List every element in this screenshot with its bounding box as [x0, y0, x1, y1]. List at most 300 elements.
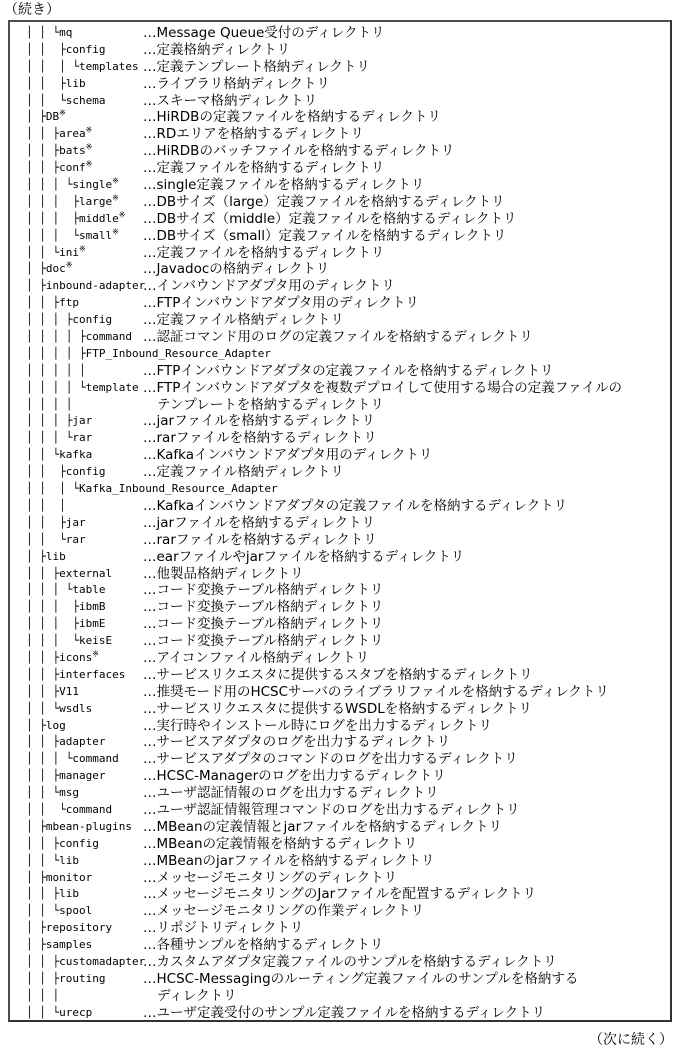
tree-row	[10, 582, 670, 599]
tree-branch-prefix: │ │ ├	[26, 566, 60, 580]
tree-branch-prefix: │ │ │ ├	[26, 194, 79, 208]
directory-name: config	[65, 42, 106, 56]
tree-branch-prefix: │ │ │ ├	[26, 414, 73, 428]
tree-branch-prefix: │ │ │ └	[26, 228, 79, 242]
tree-branch-prefix: │ ├	[26, 262, 46, 276]
tree-row	[10, 93, 670, 110]
footnote-marker: ※	[85, 159, 93, 169]
directory-description: …DBサイズ（large）定義ファイルを格納するディレクトリ	[143, 193, 505, 210]
directory-description: …メッセージモニタリングのJarファイルを配置するディレクトリ	[143, 886, 537, 903]
tree-branch-prefix: │ │ │ └	[26, 634, 79, 648]
tree-branch-prefix: │ ├	[26, 921, 46, 935]
tree-row	[10, 59, 670, 76]
directory-name: command	[72, 752, 119, 766]
tree-branch-prefix: │ ├	[26, 279, 46, 293]
directory-name: lib	[59, 887, 79, 901]
tree-branch-and-name	[26, 312, 112, 329]
tree-branch-and-name	[26, 886, 79, 903]
directory-name: mq	[59, 26, 73, 39]
tree-branch-and-name	[26, 177, 119, 194]
tree-row	[10, 312, 670, 329]
tree-branch-and-name	[26, 481, 278, 498]
tree-row	[10, 413, 670, 430]
tree-branch-and-name	[26, 160, 92, 177]
tree-branch-prefix: │ │ │ │ │	[26, 363, 86, 377]
tree-branch-prefix: │ │ │ │ └	[26, 380, 86, 394]
tree-row	[10, 802, 670, 819]
tree-branch-and-name	[26, 920, 112, 937]
directory-name: single※	[72, 176, 119, 192]
tree-branch-prefix: │ ├	[26, 819, 46, 833]
directory-name: command	[65, 802, 113, 816]
directory-description: …rarファイルを格納するディレクトリ	[143, 531, 377, 548]
tree-row	[10, 718, 670, 735]
tree-row	[10, 937, 670, 954]
directory-description: …RDエリアを格納するディレクトリ	[143, 126, 364, 143]
tree-branch-and-name	[26, 870, 92, 887]
tree-row	[10, 25, 670, 42]
directory-description: …MBeanのjarファイルを格納するディレクトリ	[143, 852, 435, 869]
directory-description: …認証コマンド用のログの定義ファイルを格納するディレクトリ	[143, 329, 533, 346]
tree-branch-and-name	[26, 498, 66, 515]
tree-row	[10, 988, 670, 1005]
tree-branch-prefix: │ │ ├	[26, 971, 60, 985]
tree-branch-and-name	[26, 819, 132, 836]
tree-row	[10, 616, 670, 633]
directory-description: …jarファイルを格納するディレクトリ	[143, 514, 375, 531]
tree-branch-and-name	[26, 430, 92, 447]
directory-description: …jarファイルを格納するディレクトリ	[143, 413, 375, 430]
directory-name: Kafka_Inbound_Resource_Adapter	[78, 482, 278, 496]
directory-name: middle※	[78, 210, 126, 225]
tree-row	[10, 886, 670, 903]
tree-branch-prefix: │ │ │ └	[26, 482, 79, 496]
tree-branch-prefix: │ │ └	[26, 853, 60, 867]
directory-description: …Message Queue受付のディレクトリ	[143, 25, 385, 41]
tree-branch-and-name	[26, 802, 112, 819]
tree-branch-prefix: │ │ ├	[26, 465, 66, 479]
footnote-marker: ※	[92, 649, 99, 659]
tree-row	[10, 515, 670, 532]
tree-row	[10, 278, 670, 295]
tree-row	[10, 261, 670, 278]
tree-row	[10, 430, 670, 447]
tree-branch-and-name	[26, 363, 86, 380]
tree-branch-prefix: │ │ │ ├	[26, 211, 79, 225]
tree-branch-prefix: │ ├	[26, 870, 46, 884]
tree-row	[10, 126, 670, 143]
tree-branch-prefix: │ ├	[26, 938, 46, 952]
directory-description: …ユーザ認証情報のログを出力するディレクトリ	[143, 785, 439, 802]
tree-row	[10, 599, 670, 616]
tree-branch-prefix: │ │ │ │	[26, 397, 73, 411]
tree-row	[10, 143, 670, 160]
tree-branch-prefix: │ │ ├	[26, 887, 60, 901]
tree-branch-and-name	[26, 785, 79, 802]
tree-branch-and-name	[26, 937, 92, 954]
tree-branch-and-name	[26, 59, 139, 76]
tree-branch-and-name	[26, 1005, 92, 1022]
directory-description: …定義ファイルを格納するディレクトリ	[143, 160, 385, 177]
directory-name: manager	[59, 769, 106, 783]
footnote-marker: ※	[85, 142, 93, 152]
directory-description: …Kafkaインバウンドアダプタの定義ファイルを格納するディレクトリ	[143, 497, 568, 514]
directory-name: schema	[65, 93, 106, 107]
tree-branch-prefix: │ │ └	[26, 448, 60, 462]
tree-branch-and-name	[26, 261, 72, 278]
directory-name: conf※	[59, 159, 93, 175]
tree-branch-prefix: │ │ │ └	[26, 752, 73, 766]
tree-branch-prefix: │ │ │ │ ├	[26, 330, 86, 344]
directory-description: …定義ファイル格納ディレクトリ	[143, 312, 344, 329]
directory-description: …ライブラリ格納ディレクトリ	[143, 75, 330, 92]
directory-description: …リポジトリディレクトリ	[143, 920, 304, 937]
tree-row	[10, 1005, 670, 1022]
footnote-marker: ※	[112, 227, 119, 237]
tree-branch-prefix: │ ├	[26, 549, 46, 563]
directory-description: …定義格納ディレクトリ	[143, 41, 291, 58]
tree-branch-prefix: │ │ └	[26, 532, 66, 546]
directory-description: …コード変換テーブル格納ディレクトリ	[143, 633, 384, 650]
tree-branch-and-name	[26, 599, 105, 616]
tree-row	[10, 768, 670, 785]
directory-name: customadapter	[59, 954, 146, 968]
tree-row	[10, 160, 670, 177]
tree-branch-prefix: │ │ └	[26, 904, 60, 918]
tree-row	[10, 498, 670, 515]
tree-branch-and-name	[26, 971, 105, 988]
tree-row	[10, 549, 670, 566]
continued-on-next-label: （次に続く）	[589, 1032, 673, 1048]
tree-row	[10, 836, 670, 853]
tree-branch-prefix: │ │ ├	[26, 769, 60, 783]
tree-branch-prefix: │ │ │	[26, 498, 66, 512]
directory-name: jar	[72, 414, 93, 428]
tree-branch-and-name	[26, 295, 79, 312]
tree-branch-and-name	[26, 397, 72, 414]
tree-row	[10, 971, 670, 988]
directory-name: lib	[45, 549, 66, 563]
tree-row	[10, 684, 670, 701]
tree-branch-and-name	[26, 903, 92, 920]
directory-name: config	[72, 313, 113, 327]
tree-branch-prefix: │ │ └	[26, 93, 66, 107]
directory-name: ibmB	[78, 600, 106, 614]
directory-description: …定義ファイルを格納するディレクトリ	[143, 244, 385, 261]
tree-branch-prefix: │ │ ├	[26, 296, 60, 310]
directory-description: …サービスリクエスタに提供するWSDLを格納するディレクトリ	[143, 700, 532, 717]
directory-name: keisE	[78, 634, 113, 648]
directory-name: doc※	[45, 260, 73, 276]
tree-row	[10, 903, 670, 920]
tree-branch-and-name	[26, 42, 106, 59]
directory-description: …single定義ファイルを格納するディレクトリ	[143, 177, 425, 194]
directory-description: …Javadocの格納ディレクトリ	[143, 261, 330, 278]
directory-name: small※	[78, 227, 119, 242]
directory-name: config	[59, 836, 99, 850]
tree-branch-and-name	[26, 194, 119, 211]
tree-row	[10, 566, 670, 583]
directory-description: …サービスアダプタのコマンドのログを出力するディレクトリ	[143, 751, 518, 768]
directory-description: …コード変換テーブル格納ディレクトリ	[143, 616, 384, 633]
directory-name: FTP_Inbound_Resource_Adapter	[85, 346, 272, 360]
directory-description: …HCSC-Managerのログを出力するディレクトリ	[143, 768, 446, 785]
directory-name: ftp	[59, 296, 79, 310]
tree-row	[10, 481, 670, 498]
directory-description: …FTPインバウンドアダプタを複数デプロイして使用する場合の定義ファイルの	[143, 379, 622, 396]
directory-description: …Kafkaインバウンドアダプタ用のディレクトリ	[143, 447, 433, 464]
tree-branch-and-name	[26, 346, 271, 363]
directory-name: ini※	[59, 243, 86, 259]
tree-branch-and-name	[26, 701, 92, 718]
tree-branch-and-name	[26, 211, 125, 228]
directory-description: …MBeanの定義情報を格納するディレクトリ	[143, 835, 418, 852]
directory-description: …インバウンドアダプタ用のディレクトリ	[143, 278, 395, 295]
tree-row	[10, 701, 670, 718]
tree-branch-and-name	[26, 278, 145, 295]
tree-row	[10, 447, 670, 464]
directory-description: …コード変換テーブル格納ディレクトリ	[143, 582, 384, 599]
tree-branch-and-name	[26, 93, 106, 110]
tree-branch-and-name	[26, 718, 66, 735]
tree-branch-and-name	[26, 228, 119, 245]
directory-name: urecp	[59, 1005, 93, 1019]
tree-branch-and-name	[26, 988, 59, 1005]
tree-row	[10, 751, 670, 768]
directory-name: kafka	[59, 448, 93, 462]
directory-name: mbean-plugins	[45, 819, 132, 833]
tree-branch-and-name	[26, 143, 92, 160]
directory-description: …実行時やインストール時にログを出力するディレクトリ	[143, 717, 492, 734]
tree-branch-prefix: │ │ │ └	[26, 59, 79, 73]
tree-branch-and-name	[26, 76, 86, 93]
directory-description: …アイコンファイル格納ディレクトリ	[143, 649, 370, 666]
directory-description: …スキーマ格納ディレクトリ	[143, 92, 318, 109]
directory-name: DB※	[45, 108, 66, 124]
directory-name: msg	[59, 786, 79, 800]
directory-name: command	[85, 330, 132, 344]
directory-name: monitor	[45, 870, 93, 884]
tree-branch-prefix: │ │ ├	[26, 684, 60, 698]
tree-branch-and-name	[26, 532, 86, 549]
directory-description: …earファイルやjarファイルを格納するディレクトリ	[143, 548, 465, 565]
tree-row	[10, 76, 670, 93]
tree-branch-and-name	[26, 751, 119, 768]
directory-description: テンプレートを格納するディレクトリ	[157, 396, 384, 413]
tree-branch-prefix: │ │ └	[26, 786, 60, 800]
tree-branch-and-name	[26, 109, 66, 126]
directory-description: …DBサイズ（small）定義ファイルを格納するディレクトリ	[143, 227, 507, 244]
tree-branch-prefix: │ │ ├	[26, 667, 60, 681]
tree-row	[10, 346, 670, 363]
tree-row	[10, 380, 670, 397]
footnote-marker: ※	[65, 260, 73, 270]
tree-branch-prefix: │ │ ├	[26, 515, 66, 529]
directory-description: …メッセージモニタリングのディレクトリ	[143, 869, 398, 886]
tree-branch-prefix: │ │ └	[26, 802, 66, 816]
footnote-marker: ※	[59, 108, 66, 118]
directory-description: …定義ファイル格納ディレクトリ	[143, 464, 344, 481]
directory-name: log	[45, 718, 66, 732]
continued-from-previous-label: （続き）	[4, 2, 60, 18]
tree-branch-prefix: │ │ └	[26, 26, 60, 39]
directory-description: …コード変換テーブル格納ディレクトリ	[143, 599, 384, 616]
directory-description: …他製品格納ディレクトリ	[143, 565, 304, 582]
tree-branch-prefix: │ │ │ ├	[26, 600, 79, 614]
directory-description: ディレクトリ	[157, 987, 237, 1004]
tree-branch-and-name	[26, 616, 105, 633]
footnote-marker: ※	[112, 193, 119, 203]
tree-branch-prefix: │ │ │ └	[26, 583, 73, 597]
directory-name: rar	[72, 431, 93, 445]
tree-branch-prefix: │ │ ├	[26, 650, 60, 664]
tree-row	[10, 329, 670, 346]
tree-branch-and-name	[26, 684, 79, 701]
tree-row	[10, 734, 670, 751]
tree-row	[10, 211, 670, 228]
tree-branch-and-name	[26, 413, 92, 430]
tree-branch-and-name	[26, 25, 72, 42]
directory-tree-panel	[8, 20, 672, 1022]
tree-branch-prefix: │ │ ├	[26, 836, 60, 850]
directory-name: routing	[59, 971, 106, 985]
directory-name: table	[72, 583, 106, 597]
directory-description: …FTPインバウンドアダプタ用のディレクトリ	[143, 295, 419, 312]
tree-branch-prefix: │ │ ├	[26, 42, 66, 56]
tree-branch-prefix: │ │ │	[26, 988, 60, 1002]
tree-branch-and-name	[26, 836, 99, 853]
directory-name: rar	[65, 532, 86, 546]
tree-branch-prefix: │ │ │ ├	[26, 617, 79, 631]
tree-row	[10, 228, 670, 245]
tree-branch-and-name	[26, 380, 139, 397]
directory-description: …メッセージモニタリングの作業ディレクトリ	[143, 903, 425, 920]
tree-branch-and-name	[26, 515, 86, 532]
directory-name: area※	[59, 125, 93, 141]
directory-name: inbound-adapter	[45, 279, 146, 293]
directory-description: …各種サンプルを格納するディレクトリ	[143, 937, 384, 954]
tree-row	[10, 853, 670, 870]
tree-branch-and-name	[26, 582, 105, 599]
tree-row	[10, 194, 670, 211]
tree-row	[10, 920, 670, 937]
directory-name: adapter	[59, 735, 106, 749]
directory-name: template	[85, 380, 139, 394]
tree-branch-and-name	[26, 549, 66, 566]
tree-row	[10, 650, 670, 667]
directory-description: …定義テンプレート格納ディレクトリ	[143, 58, 370, 75]
tree-branch-and-name	[26, 734, 105, 751]
tree-branch-and-name	[26, 768, 105, 785]
tree-branch-and-name	[26, 245, 86, 262]
tree-branch-prefix: │ │ │ │ ├	[26, 346, 86, 360]
tree-row	[10, 109, 670, 126]
tree-branch-and-name	[26, 329, 132, 346]
tree-row	[10, 667, 670, 684]
tree-row	[10, 819, 670, 836]
tree-row	[10, 785, 670, 802]
directory-name: templates	[78, 59, 139, 73]
tree-row	[10, 464, 670, 481]
footnote-marker: ※	[85, 125, 93, 135]
tree-branch-prefix: │ │ ├	[26, 76, 66, 90]
tree-branch-and-name	[26, 566, 112, 583]
directory-name: bats※	[59, 142, 93, 158]
tree-branch-prefix: │ │ ├	[26, 144, 60, 158]
directory-name: repository	[45, 921, 113, 935]
tree-branch-prefix: │ │ │ └	[26, 178, 73, 192]
directory-description: …ユーザ定義受付のサンプル定義ファイルを格納するディレクトリ	[143, 1004, 546, 1021]
tree-row	[10, 532, 670, 549]
tree-branch-prefix: │ ├	[26, 110, 46, 124]
tree-row	[10, 245, 670, 262]
tree-row	[10, 177, 670, 194]
tree-branch-prefix: │ │ ├	[26, 735, 60, 749]
tree-row	[10, 397, 670, 414]
tree-branch-and-name	[26, 954, 145, 971]
tree-branch-prefix: │ ├	[26, 718, 46, 732]
directory-name: icons※	[59, 649, 99, 664]
tree-branch-prefix: │ │ │ └	[26, 431, 73, 445]
directory-description: …HiRDBの定義ファイルを格納するディレクトリ	[143, 109, 441, 126]
tree-branch-and-name	[26, 633, 112, 650]
tree-branch-and-name	[26, 126, 92, 143]
tree-branch-and-name	[26, 464, 106, 481]
directory-tree-rows	[10, 25, 670, 1022]
directory-name: ibmE	[78, 617, 106, 631]
tree-branch-prefix: │ │ ├	[26, 954, 60, 968]
tree-branch-prefix: │ │ └	[26, 1005, 60, 1019]
directory-description: …推奨モード用のHCSCサーバのライブラリファイルを格納するディレクトリ	[143, 683, 609, 700]
directory-name: external	[59, 566, 113, 580]
tree-branch-and-name	[26, 853, 79, 870]
directory-description: …MBeanの定義情報とjarファイルを格納するディレクトリ	[143, 818, 502, 835]
tree-branch-prefix: │ │ │ ├	[26, 313, 73, 327]
directory-name: config	[65, 465, 106, 479]
tree-row	[10, 42, 670, 59]
tree-branch-prefix: │ │ ├	[26, 127, 60, 141]
tree-row	[10, 954, 670, 971]
directory-description: …カスタムアダプタ定義ファイルのサンプルを格納するディレクトリ	[143, 953, 557, 970]
tree-branch-prefix: │ │ └	[26, 245, 60, 259]
directory-name: wsdls	[59, 701, 93, 715]
directory-name: lib	[65, 76, 86, 90]
directory-description: …HCSC-Messagingのルーティング定義ファイルのサンプルを格納する	[143, 970, 579, 987]
directory-description: …FTPインバウンドアダプタの定義ファイルを格納するディレクトリ	[143, 362, 554, 379]
tree-row	[10, 633, 670, 650]
directory-name: samples	[45, 938, 93, 952]
footnote-marker: ※	[112, 176, 119, 186]
tree-row	[10, 363, 670, 380]
directory-description: …DBサイズ（middle）定義ファイルを格納するディレクトリ	[143, 210, 517, 227]
footnote-marker: ※	[79, 243, 86, 253]
directory-description: …サービスリクエスタに提供するスタブを格納するディレクトリ	[143, 666, 533, 683]
directory-description: …HiRDBのバッチファイルを格納するディレクトリ	[143, 143, 455, 160]
directory-name: V11	[59, 684, 79, 698]
directory-name: large※	[78, 193, 119, 208]
tree-branch-and-name	[26, 447, 92, 464]
directory-name: spool	[59, 904, 93, 918]
directory-description: …ユーザ認証情報管理コマンドのログを出力するディレクトリ	[143, 801, 520, 818]
directory-name: lib	[59, 853, 79, 867]
directory-name: interfaces	[59, 667, 126, 681]
tree-branch-and-name	[26, 650, 99, 667]
tree-branch-prefix: │ │ └	[26, 701, 60, 715]
tree-row	[10, 295, 670, 312]
tree-row	[10, 870, 670, 887]
footnote-marker: ※	[118, 210, 126, 220]
directory-description: …サービスアダプタのログを出力するディレクトリ	[143, 734, 451, 751]
